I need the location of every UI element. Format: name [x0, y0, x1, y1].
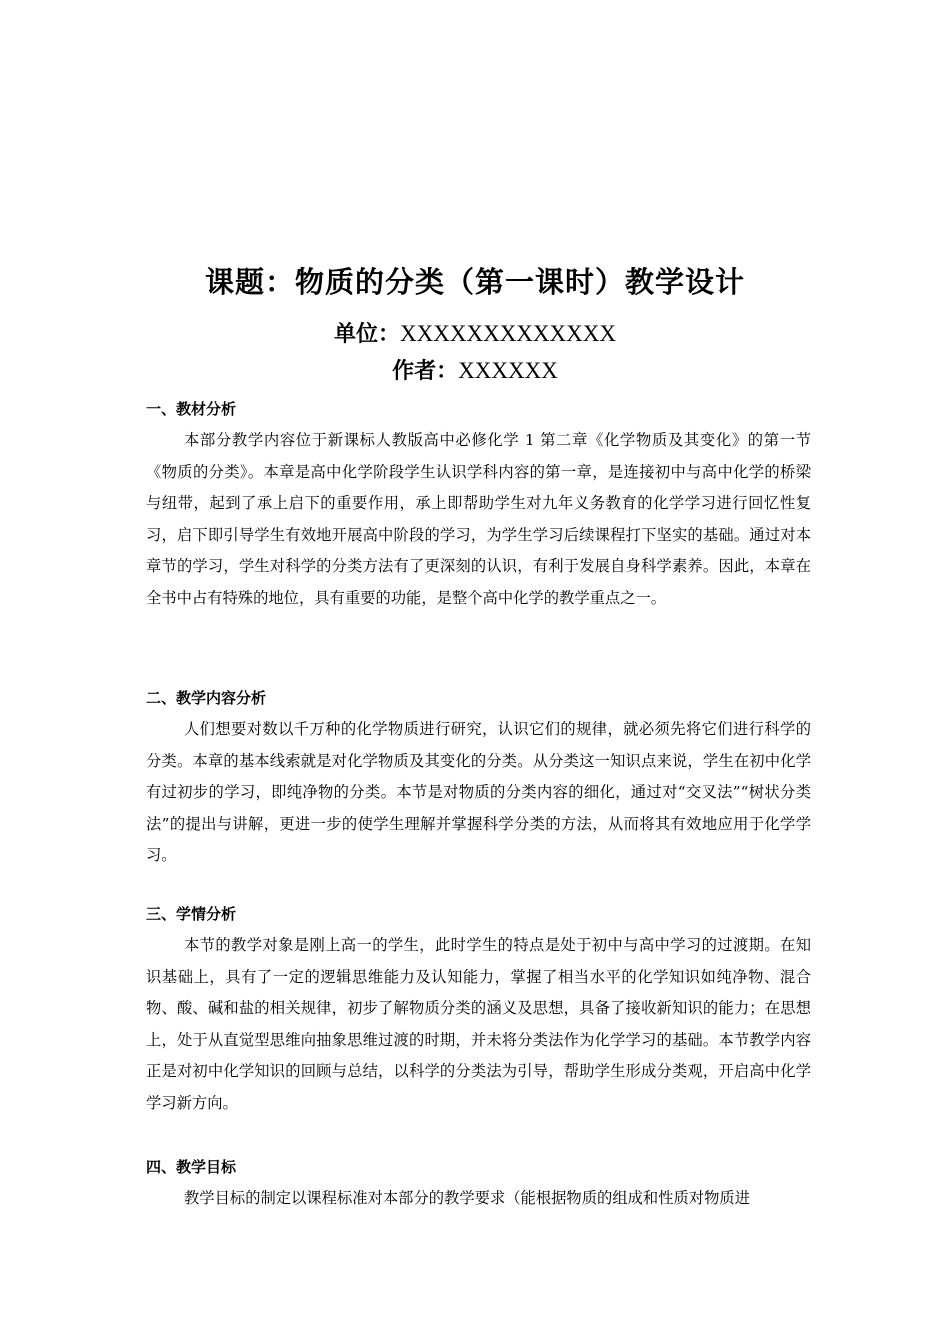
section-heading-content-analysis: 二、教学内容分析	[146, 689, 267, 707]
section-text-textbook-analysis: 本部分教学内容位于新课标人教版高中必修化学 1 第二章《化学物质及其变化》的第一节《物质的分类》。本章是高中化学阶段学生认识学科内容的第一章，是连接初中与高中化学的桥梁与纽带，起到了承上启下的重要作用，承上即帮助学生对九年义务教育的化学学习进行回忆性复习，启下即引导学生有效地开展高中阶段的学习，为学生学习后续课程打下坚实的基础。通过对本章节的学习，学生对科学的分类方法有了更深刻的认识，有利于发展自身科学素养。因此，本章在全书中占有特殊的地位，具有重要的功能，是整个高中化学的教学重点之一。	[146, 431, 811, 607]
section-heading-textbook-analysis: 一、教材分析	[146, 400, 237, 418]
section-heading-teaching-goals: 四、教学目标	[146, 1158, 237, 1176]
section-text-learner-analysis: 本节的教学对象是刚上高一的学生，此时学生的特点是处于初中与高中学习的过渡期。在知识基础上，具有了一定的逻辑思维能力及认知能力，掌握了相当水平的化学知识如纯净物、混合物、酸、碱和盐的相关规律，初步了解物质分类的涵义及思想，具备了接收新知识的能力；在思想上，处于从直觉型思维向抽象思维过渡的时期，并未将分类法作为化学学习的基础。本节教学内容正是对初中化学知识的回顾与总结，以科学的分类法为引导，帮助学生形成分类观，开启高中化学学习新方向。	[146, 936, 811, 1112]
section-heading-learner-analysis: 三、学情分析	[146, 905, 237, 923]
unit-value: XXXXXXXXXXXXX	[400, 321, 616, 346]
section-text-content-analysis: 人们想要对数以千万种的化学物质进行研究，认识它们的规律，就必须先将它们进行科学的分类。本章的基本线索就是对化学物质及其变化的分类。从分类这一知识点来说，学生在初中化学有过初步的学习，即纯净物的分类。本节是对物质的分类内容的细化，通过对“交叉法”“树状分类法”的提出与讲解，更进一步的使学生理解并掌握科学分类的方法，从而将其有效地应用于化学学习。	[146, 720, 811, 864]
unit-label: 单位：	[334, 322, 401, 347]
author-label: 作者：	[392, 359, 459, 384]
author-line	[0, 355, 950, 388]
unit-line	[0, 318, 950, 351]
author-value: XXXXXX	[458, 358, 558, 383]
section-text-teaching-goals: 教学目标的制定以课程标准对本部分的教学要求（能根据物质的组成和性质对物质进	[184, 1189, 750, 1207]
document-title: 课题：物质的分类（第一课时）教学设计	[204, 265, 745, 299]
